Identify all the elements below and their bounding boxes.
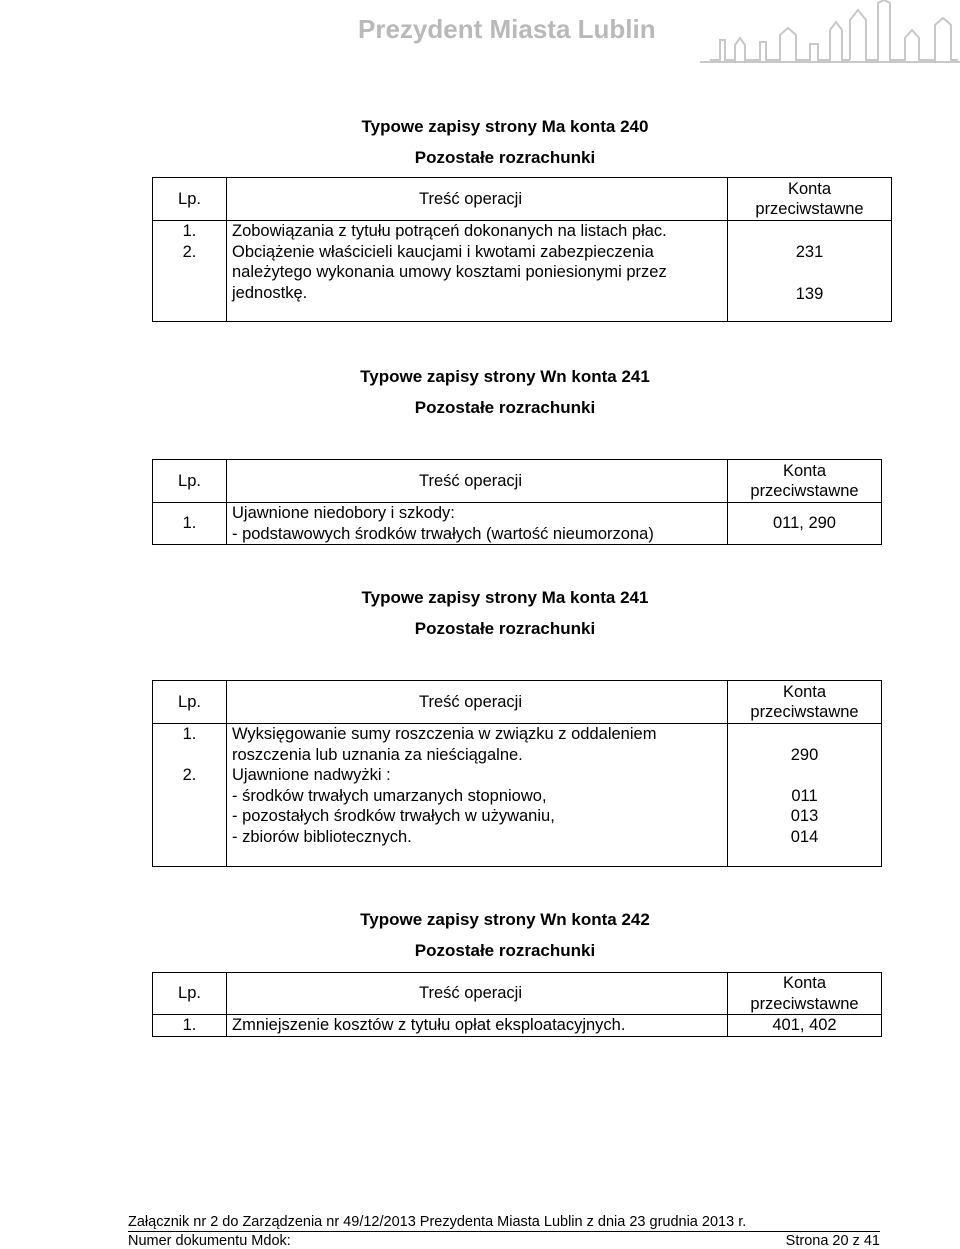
operation-text: Ujawnione nadwyżki :	[232, 766, 391, 784]
account-value: 290	[790, 746, 819, 764]
operation-text: należytego wykonania umowy kosztami poniesionymi przez	[232, 263, 667, 281]
account-value: 013	[790, 807, 819, 825]
operation-text: - zbiorów bibliotecznych.	[232, 827, 412, 846]
operation-text: Zobowiązania z tytułu potrąceń dokonanych na listach płac.	[232, 222, 667, 240]
section-title: Typowe zapisy strony Ma konta 240	[361, 117, 649, 136]
operations-table	[152, 680, 882, 867]
footer-doc-number: Numer dokumentu Mdok:	[128, 1233, 291, 1249]
operation-text: - środków trwałych umarzanych stopniowo,	[232, 786, 547, 805]
lp-value: 1.	[182, 222, 197, 240]
col-header-lp: Lp.	[153, 681, 227, 724]
section-subtitle: Pozostałe rozrachunki	[414, 148, 596, 167]
section-subtitle: Pozostałe rozrachunki	[414, 941, 596, 960]
lp-value: 1.	[182, 725, 197, 743]
col-header-tresc: Treść operacji	[227, 460, 728, 503]
operations-table	[152, 972, 882, 1037]
section-subtitle: Pozostałe rozrachunki	[414, 619, 596, 638]
col-header-tresc: Treść operacji	[227, 973, 728, 1015]
row-text-cell	[227, 221, 728, 322]
operation-text: Wyksięgowanie sumy roszczenia w związku z oddaleniem	[232, 725, 657, 743]
col-header-lp: Lp.	[153, 178, 227, 221]
col-header-konta: Konta przeciwstawne	[728, 973, 882, 1015]
footer-page-number: Strona 20 z 41	[785, 1233, 880, 1249]
section-title: Typowe zapisy strony Ma konta 241	[361, 588, 649, 607]
row-text-cell: Zmniejszenie kosztów z tytułu opłat eksploatacyjnych.	[227, 1015, 728, 1037]
operation-text: jednostkę.	[232, 283, 308, 302]
operation-text: roszczenia lub uznania za nieściągalne.	[232, 745, 523, 764]
row-lp-cell	[153, 221, 227, 322]
section-subtitle: Pozostałe rozrachunki	[414, 398, 596, 417]
col-header-lp: Lp.	[153, 973, 227, 1015]
row-account-cell: 011, 290	[728, 503, 882, 545]
row-account-cell	[728, 221, 892, 322]
row-lp-cell: 1.	[153, 1015, 227, 1037]
account-value: 011	[791, 786, 818, 805]
lp-value: 2.	[182, 765, 197, 784]
operations-table	[152, 177, 892, 322]
section-title: Typowe zapisy strony Wn konta 241	[360, 367, 650, 386]
col-header-tresc: Treść operacji	[227, 178, 728, 221]
operation-text: Obciążenie właścicieli kaucjami i kwotami zabezpieczenia	[232, 242, 654, 261]
col-header-konta: Konta przeciwstawne	[728, 178, 892, 221]
row-account-cell: 401, 402	[728, 1015, 882, 1037]
footer-attachment-note: Załącznik nr 2 do Zarządzenia nr 49/12/2013 Prezydenta Miasta Lublin z dnia 23 grudnia 2013 r.	[128, 1214, 880, 1232]
row-lp-cell: 1.	[153, 503, 227, 545]
account-value: 014	[790, 827, 819, 846]
col-header-lp: Lp.	[153, 460, 227, 503]
row-lp-cell	[153, 724, 227, 867]
account-value: 231	[795, 243, 824, 261]
lp-value: 2.	[182, 242, 197, 261]
col-header-konta: Konta przeciwstawne	[728, 460, 882, 503]
section-title: Typowe zapisy strony Wn konta 242	[360, 910, 650, 929]
row-text-cell	[227, 724, 728, 867]
operation-text: - pozostałych środków trwałych w używaniu,	[232, 807, 555, 825]
account-value: 139	[795, 284, 824, 303]
col-header-konta: Konta przeciwstawne	[728, 681, 882, 724]
row-text-cell	[227, 503, 728, 545]
col-header-tresc: Treść operacji	[227, 681, 728, 724]
page-header-title: Prezydent Miasta Lublin	[358, 14, 656, 44]
city-skyline-logo	[700, 0, 960, 80]
operation-text: - podstawowych środków trwałych (wartość nieumorzona)	[232, 524, 654, 543]
footer-bar	[128, 1233, 880, 1249]
row-account-cell	[728, 724, 882, 867]
operations-table	[152, 459, 882, 545]
operation-text: Ujawnione niedobory i szkody:	[232, 504, 455, 522]
